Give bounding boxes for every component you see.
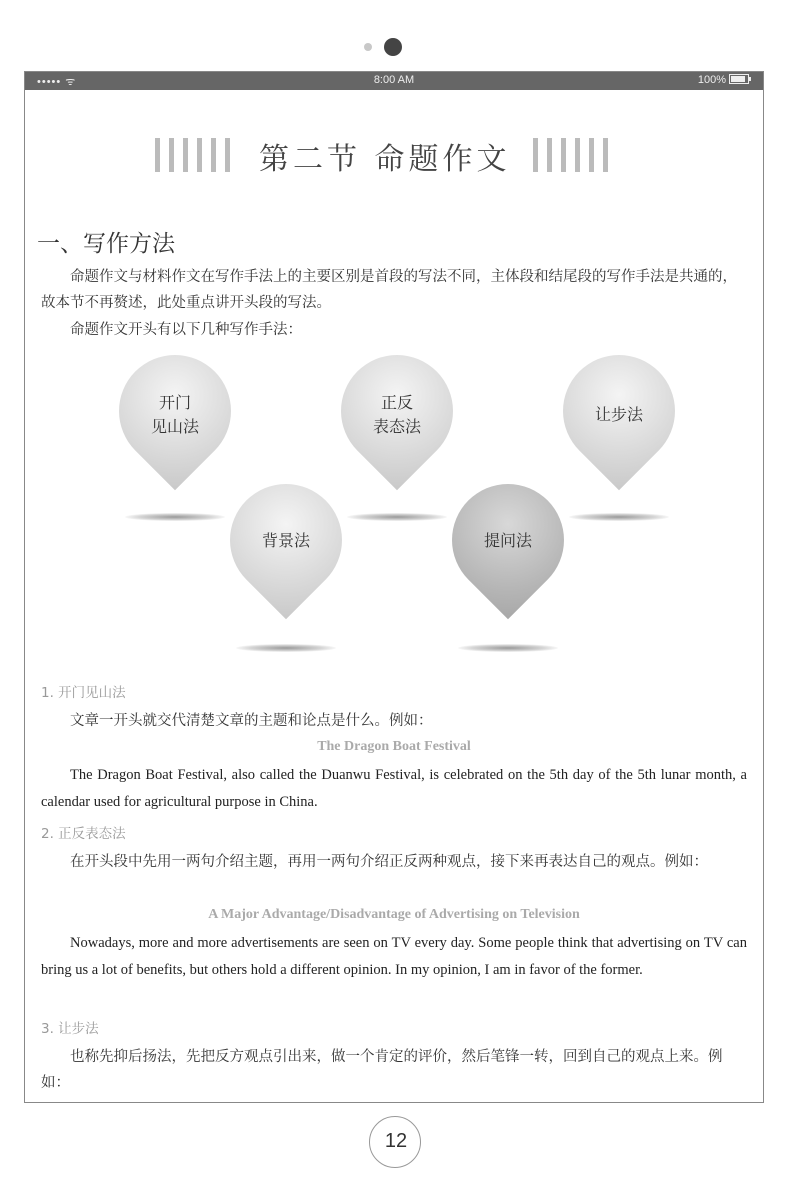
page-dot-active[interactable] bbox=[384, 38, 402, 56]
page-number-badge bbox=[369, 1116, 421, 1168]
status-time: 8:00 AM bbox=[373, 74, 415, 86]
pin-label-line1: 正反 bbox=[380, 393, 413, 412]
page-number: 12 bbox=[384, 1130, 408, 1152]
status-bar bbox=[25, 72, 763, 90]
method-1-desc: 文章一开头就交代清楚文章的主题和论点是什么。例如： bbox=[70, 713, 433, 729]
example-1-body: The Dragon Boat Festival, also called the Duanwu Festival, is celebrated on the 5th day of the 5th lunar month, a calendar used for agricultural purpose in China. bbox=[41, 767, 747, 810]
pin-label-line1: 开门 bbox=[158, 393, 191, 412]
method-3-label: 3. 让步法 bbox=[41, 1021, 99, 1037]
intro-paragraph: 命题作文与材料作文在写作手法上的主要区别是首段的写法不同，主体段和结尾段的写作手法是共通的，故本节不再赘述，此处重点讲开头段的写法。 bbox=[41, 269, 737, 311]
pin-label: 背景法 bbox=[261, 531, 310, 550]
pin-label-line2: 见山法 bbox=[150, 417, 199, 436]
example-2-title: A Major Advantage/Disadvantage of Advertising on Television bbox=[208, 907, 580, 922]
pin-label-line2: 表态法 bbox=[372, 417, 421, 436]
method-2-desc: 在开头段中先用一两句介绍主题，再用一两句介绍正反两种观点，接下来再表达自己的观点。例如： bbox=[70, 854, 708, 870]
intro-list-lead: 命题作文开头有以下几种写作手法： bbox=[70, 322, 302, 338]
example-2-body: Nowadays, more and more advertisements are seen on TV every day. Some people think that advertising on TV can bring us a lot of benefits, but others hold a different opinion. In my opinion, I am in favor of the former. bbox=[41, 935, 747, 978]
decorative-bars-left bbox=[155, 138, 239, 172]
battery-text: 100% bbox=[697, 74, 726, 86]
battery-icon bbox=[729, 74, 749, 84]
heading-writing-methods: 一、写作方法 bbox=[37, 231, 175, 257]
tablet-screen bbox=[24, 71, 764, 1103]
method-3-desc: 也称先抑后扬法，先把反方观点引出来，做一个肯定的评价，然后笔锋一转，回到自己的观点上来。例如： bbox=[41, 1049, 723, 1091]
battery-status bbox=[698, 74, 749, 86]
section-header bbox=[25, 134, 763, 178]
method-2-label: 2. 正反表态法 bbox=[41, 826, 126, 842]
decorative-bars-right bbox=[533, 138, 617, 172]
method-1-label: 1. 开门见山法 bbox=[41, 685, 126, 701]
example-1-title: The Dragon Boat Festival bbox=[317, 739, 471, 754]
pin-label: 让步法 bbox=[594, 405, 643, 424]
page-indicator bbox=[0, 38, 800, 58]
page-dot-inactive[interactable] bbox=[364, 43, 372, 51]
pin-label: 提问法 bbox=[483, 531, 532, 550]
signal-icon: ••••• ᯤ bbox=[37, 76, 77, 88]
section-title: 第二节 命题作文 bbox=[259, 142, 511, 177]
